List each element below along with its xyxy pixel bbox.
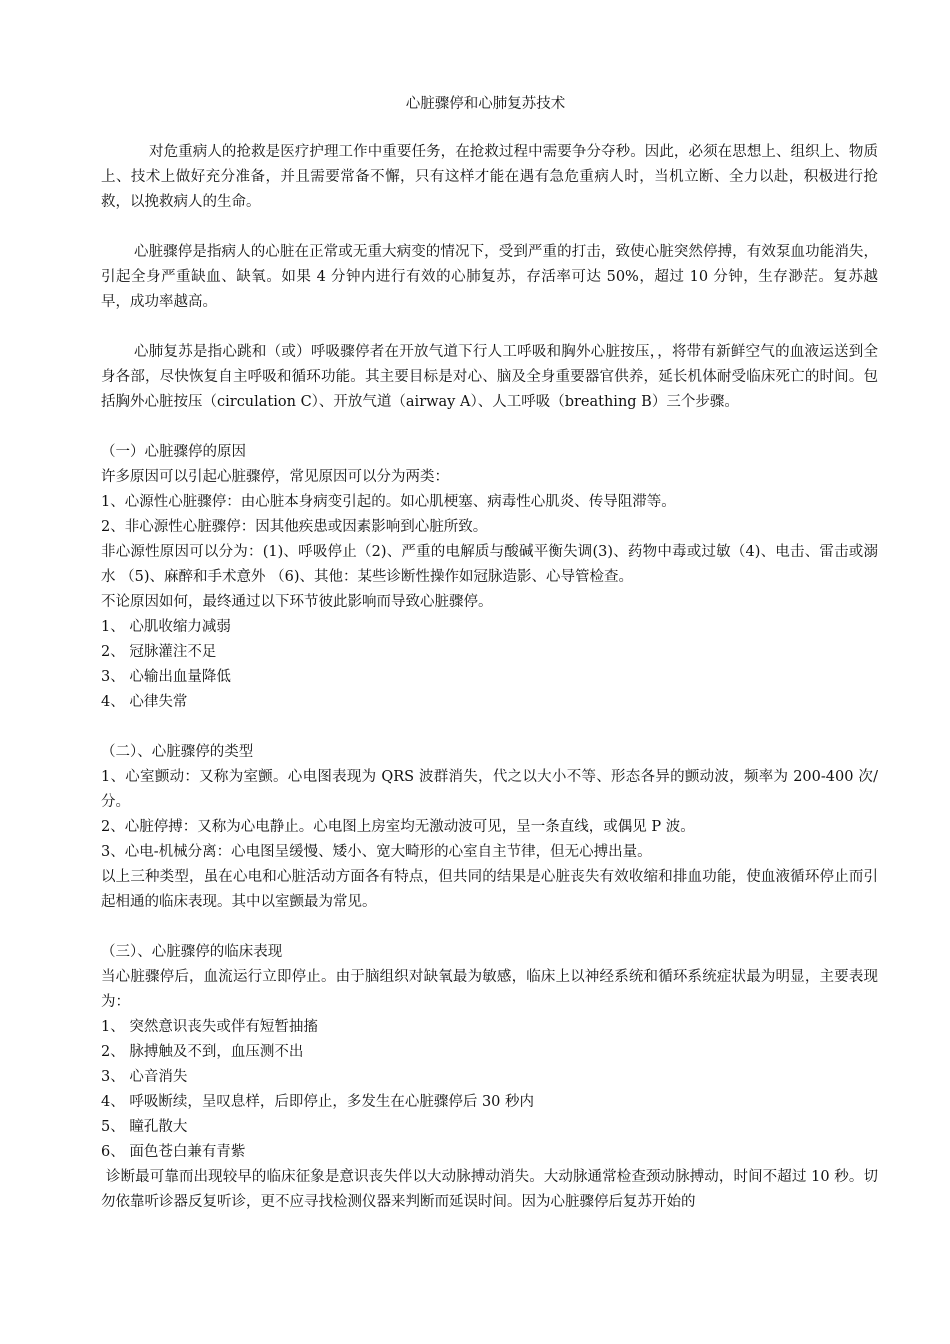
list-item: 6、 面色苍白兼有青紫 xyxy=(101,1144,246,1160)
text-line: 非心源性原因可以分为：(1)、呼吸停止（2)、严重的电解质与酸碱平衡失调(3)、药物中毒或过敏（4)、电击、雷击或溺水 （5)、麻醉和手术意外 （6)、其他：某些诊断性操作如冠脉造影、心导管检查。 xyxy=(101,544,878,585)
list-item: 3、 心音消失 xyxy=(101,1069,188,1085)
text-line: 不论原因如何，最终通过以下环节彼此影响而导致心脏骤停。 xyxy=(101,594,493,610)
spacer xyxy=(101,315,878,340)
list-item: 1、心室颤动：又称为室颤。心电图表现为 QRS 波群消失，代之以大小不等、形态各异的颤动波，频率为 200-400 次/分。 xyxy=(101,769,878,810)
spacer xyxy=(101,715,878,740)
list-item: 4、 心律失常 xyxy=(101,694,188,710)
list-item: 1、 突然意识丧失或伴有短暂抽搐 xyxy=(101,1019,318,1035)
text-line: 当心脏骤停后，血流运行立即停止。由于脑组织对缺氧最为敏感，临床上以神经系统和循环系统症状最为明显，主要表现为： xyxy=(101,969,878,1010)
list-item: 2、非心源性心脏骤停：因其他疾患或因素影响到心脏所致。 xyxy=(101,519,488,535)
diagnosis-paragraph: 诊断最可靠而出现较早的临床征象是意识丧失伴以大动脉搏动消失。大动脉通常检查颈动脉搏动，时间不超过 10 秒。切勿依靠听诊器反复听诊，更不应寻找检测仪器来判断而延误时间。因为心脏骤停后复苏开始的 xyxy=(101,1169,878,1210)
cardiac-arrest-definition: 心脏骤停是指病人的心脏在正常或无重大病变的情况下，受到严重的打击，致使心脏突然停搏，有效泵血功能消失，引起全身严重缺血、缺氧。如果 4 分钟内进行有效的心肺复苏，存活率可达 50%，超过 10 分钟，生存渺茫。复苏越早，成功率越高。 xyxy=(101,244,878,310)
list-item: 5、 瞳孔散大 xyxy=(101,1119,188,1135)
list-item: 4、 呼吸断续，呈叹息样，后即停止，多发生在心脏骤停后 30 秒内 xyxy=(101,1094,535,1110)
list-item: 2、心脏停搏：又称为心电静止。心电图上房室均无激动波可见，呈一条直线，或偶见 P 波。 xyxy=(101,819,695,835)
spacer xyxy=(101,215,878,240)
text-line: 许多原因可以引起心脏骤停，常见原因可以分为两类： xyxy=(101,469,449,485)
cpr-definition: 心肺复苏是指心跳和（或）呼吸骤停者在开放气道下行人工呼吸和胸外心脏按压，，将带有新鲜空气的血液运送到全身各部，尽快恢复自主呼吸和循环功能。其主要目标是对心、脑及全身重要器官供养，延长机体耐受临床死亡的时间。包括胸外心脏按压（circulation C）、开放气道（airway A）、人工呼吸（breathing B）三个步骤。 xyxy=(101,344,878,410)
spacer xyxy=(101,415,878,440)
intro-paragraph: 对危重病人的抢救是医疗护理工作中重要任务，在抢救过程中需要争分夺秒。因此，必须在思想上、组织上、物质上、技术上做好充分准备，并且需要常备不懈，只有这样才能在遇有急危重病人时，当机立断、全力以赴，积极进行抢救，以挽救病人的生命。 xyxy=(101,144,878,210)
list-item: 3、心电-机械分离：心电图呈缓慢、矮小、宽大畸形的心室自主节律，但无心搏出量。 xyxy=(101,844,652,860)
list-item: 1、心源性心脏骤停：由心脏本身病变引起的。如心肌梗塞、病毒性心肌炎、传导阻滞等。 xyxy=(101,494,676,510)
list-item: 2、 冠脉灌注不足 xyxy=(101,644,217,660)
list-item: 3、 心输出血量降低 xyxy=(101,669,231,685)
text-line: 以上三种类型，虽在心电和心脏活动方面各有特点，但共同的结果是心脏丧失有效收缩和排血功能，使血液循环停止而引起相通的临床表现。其中以室颤最为常见。 xyxy=(101,869,878,910)
list-item: 1、 心肌收缩力减弱 xyxy=(101,619,231,635)
section-heading: （一）心脏骤停的原因 xyxy=(101,444,246,460)
section-heading: （三）、心脏骤停的临床表现 xyxy=(101,944,283,960)
spacer xyxy=(101,915,878,940)
page-title: 心脏骤停和心肺复苏技术 xyxy=(405,96,566,112)
list-item: 2、 脉搏触及不到，血压测不出 xyxy=(101,1044,304,1060)
section-heading: （二）、心脏骤停的类型 xyxy=(101,744,254,760)
